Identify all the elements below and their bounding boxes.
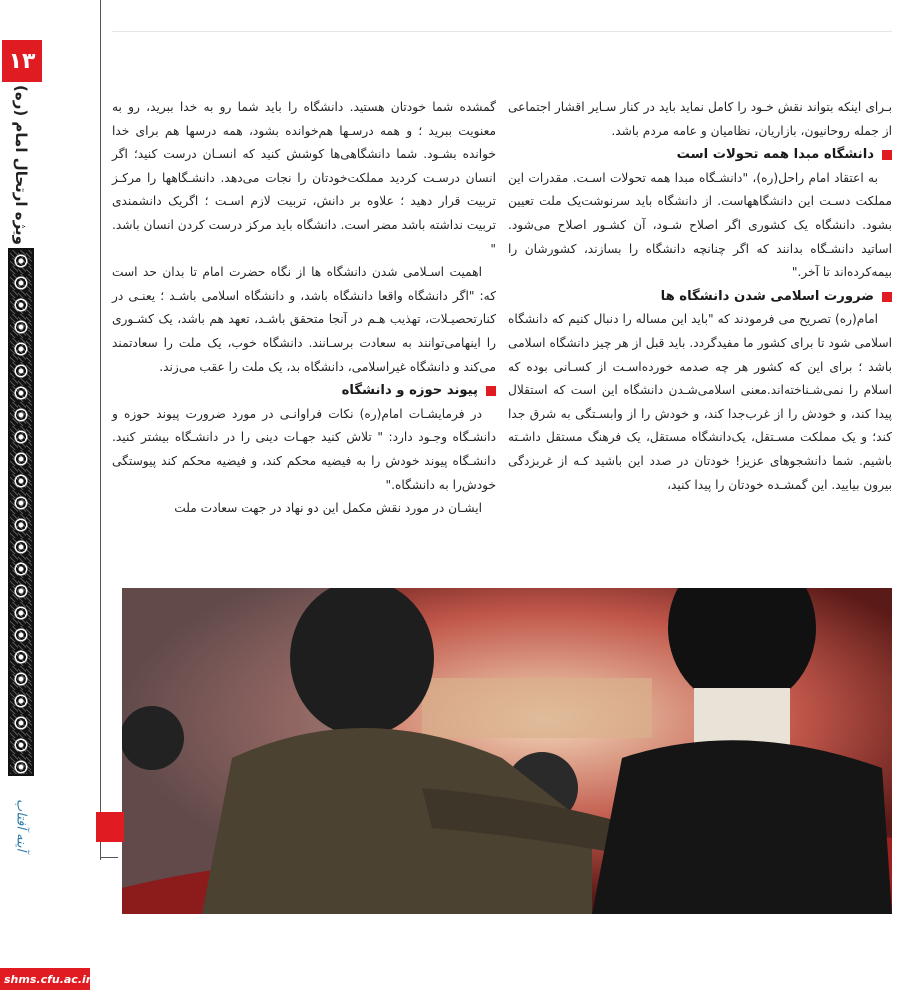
paragraph: اهمیت اسـلامی شدن دانشگاه ها از نگاه حضرت امام تا بدان حد است که: "اگر دانشگاه واقعا دانشگاه باشد، و دانشگاه اسلامی باشـد ؛ یعنـی در کنارتحصیـلات، تهذیب هـم در آنجا متحقق باشـد، تعهد هم باشد، یک کشـوری را اینهامی‌توانند به سعادت برسـانند. دانشگاه خوب، یک ملت را سعادتمند می‌کند و دانشگاه غیراسلامی، دانشگاه بد، یک ملت را عقب می‌زند. <box>112 265 496 374</box>
section-heading <box>508 285 892 309</box>
ornament-border-icon <box>8 248 34 776</box>
section-heading <box>112 379 496 403</box>
magazine-logo <box>4 790 38 860</box>
section-title-vertical <box>2 85 40 245</box>
article-column-left <box>112 96 496 521</box>
photo-accent-tab <box>96 812 124 842</box>
paragraph: در فرمایشـات امام(ره) نکات فراوانـی در مورد ضرورت پیوند حوزه و دانشـگاه وجـود دارد: " تلاش کنید جهـات دینی را در دانشـگاه بیشتر کنید. دانشـگاه پیوند خودش را به فیضیه محکم کند، و فیضیه محکم کند پیوستگی خودش‌را به دانشگاه." <box>112 406 496 492</box>
top-divider <box>112 31 892 32</box>
section-title-text: ویژه ارتحال امام (ره) <box>12 85 30 245</box>
site-url[interactable]: shms.cfu.ac.ir <box>0 968 90 990</box>
section-heading <box>508 143 892 167</box>
red-square-icon <box>486 386 496 396</box>
red-square-icon <box>882 292 892 302</box>
section-heading-text: ضرورت اسلامی شدن دانشگاه ها <box>660 288 874 304</box>
article-column-right <box>508 96 892 497</box>
paragraph: گمشده شما خودتان هستید. دانشگاه را باید شما رو به خدا ببرید، رو به معنویت ببرید ؛ و همه درسـها هم‌خوانده بشود، همه درسها هم برای خدا خوانده بشـود. شما دانشگاهی‌ها کوشش کنید که انسـان درست کنید؛ اگر انسان درسـت کردید مملکت‌خودتان را نجات می‌دهد. دانشـگاهها را مرکـز تربیت قرار دهید ؛ علاوه بر دانش، تربیت لازم اسـت ؛ اگریک دانشمندی تربیت نداشته باشد مضر است. دانشگاه باید مرکز درست کردن انسان باشد. " <box>112 100 496 256</box>
frame-line-foot <box>100 857 118 858</box>
logo-text: آینه آفتاب <box>13 798 29 852</box>
article-photo <box>122 588 892 914</box>
sidebar-strip <box>0 0 42 1003</box>
paragraph: ایشـان در مورد نقش مکمل این دو نهاد در جهت سعادت ملت <box>174 501 482 516</box>
section-heading-text: پیوند حوزه و دانشگاه <box>341 383 478 399</box>
section-heading-text: دانشگاه مبدا همه تحولات است <box>676 147 874 163</box>
paragraph: بـرای اینکه بتواند نقش خـود را کامل نماید باید در کنار سـایر اقشار اجتماعی از جمله روحانیون، بازاریان، نظامیان و عامه مردم باشد. <box>508 100 892 138</box>
paragraph: امام(ره) تصریح می فرمودند که "باید این مساله را دنبال کنیم که دانشگاه اسلامی شود تا برای کشور ما مفیدگردد. باید قبل از هر چیز دانشگاه اسلامی باشد ؛ برای این که کشور هر چه صدمه خورده‌اسـت از کسـانی بوده که اسلام را نمی‌شـناخته‌اند.معنی اسلامی‌شـدن دانشگاه این است که استقلال پیدا کند، و خودش را از غرب‌جدا کند، و خودش را از وابسـتگی به شرق جدا کند؛ و یک مملکت مسـتقل، یک‌دانشگاه مستقل، یک فرهنگ مستقل داشـته باشیم. شما دانشجوهای عزیز! خودتان در صدد این باشید کـه از غربزدگی بیرون بیایید. این گمشـده خودتان را پیدا کنید، <box>508 312 892 492</box>
frame-line <box>100 0 105 860</box>
photo-seminary-and-students-icon <box>122 588 892 914</box>
red-square-icon <box>882 150 892 160</box>
page-number: ۱۳ <box>2 40 42 82</box>
paragraph: به اعتقاد امام راحل(ره)، "دانشـگاه مبدا همه تحولات اسـت. مقدرات این مملکت دسـت این دانشگاههاست. از دانشگاه باید سرنوشت‌یک ملت تعیین بشود. دانشگاه یک کشوری اگر اصلاح شـود، آن کشـور اصلاح می‌شود. اساتید دانشـگاه بدانند که اگر چنانچه دانشگاه را بسازند، کشورشان را بیمه‌کرده‌اند تا آخر." <box>508 170 892 280</box>
